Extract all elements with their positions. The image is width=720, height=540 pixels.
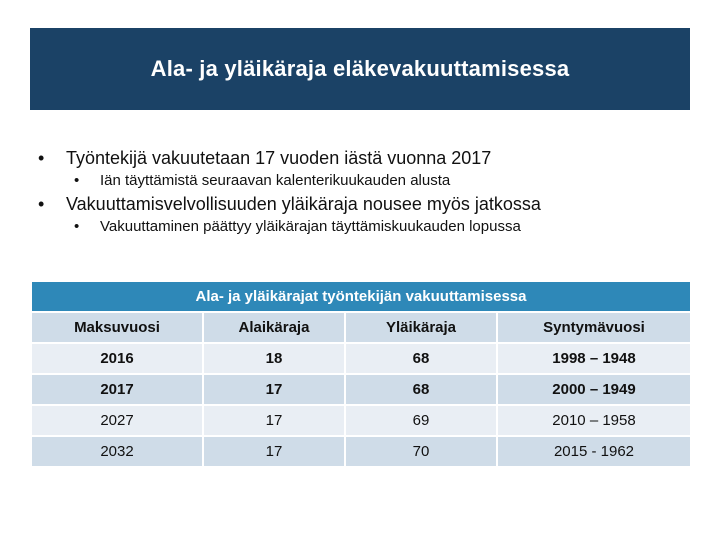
bullet-dot-icon: • bbox=[38, 148, 45, 168]
table-cell: 2017 bbox=[31, 374, 203, 405]
table-cell: 2010 – 1958 bbox=[497, 405, 691, 436]
bullet-item bbox=[30, 192, 710, 216]
table-cell: 69 bbox=[345, 405, 497, 436]
table-row bbox=[31, 343, 691, 374]
table-row bbox=[31, 405, 691, 436]
sub-bullet-dot-icon: • bbox=[74, 218, 80, 235]
bullet-dot-icon: • bbox=[38, 194, 45, 214]
sub-bullet-dot-icon: • bbox=[74, 172, 80, 189]
table-cell: 2015 - 1962 bbox=[497, 436, 691, 467]
table-cell: 68 bbox=[345, 343, 497, 374]
title-band bbox=[30, 28, 690, 110]
table-cell: 2032 bbox=[31, 436, 203, 467]
table-row bbox=[31, 374, 691, 405]
sub-bullet-item bbox=[30, 216, 710, 238]
column-header: Maksuvuosi bbox=[31, 312, 203, 343]
column-header: Syntymävuosi bbox=[497, 312, 691, 343]
table-cell: 1998 – 1948 bbox=[497, 343, 691, 374]
table-cell: 68 bbox=[345, 374, 497, 405]
sub-bullet-item bbox=[30, 170, 710, 192]
table-caption: Ala- ja yläikärajat työntekijän vakuuttamisessa bbox=[31, 281, 691, 312]
table-cell: 2016 bbox=[31, 343, 203, 374]
table-cell: 70 bbox=[345, 436, 497, 467]
table-cell: 2000 – 1949 bbox=[497, 374, 691, 405]
age-limits-table bbox=[30, 280, 692, 468]
bullet-text: Vakuuttamisvelvollisuuden yläikäraja nousee myös jatkossa bbox=[66, 194, 541, 214]
bullet-list bbox=[30, 146, 710, 238]
table-cell: 2027 bbox=[31, 405, 203, 436]
table-cell: 17 bbox=[203, 436, 345, 467]
bullet-text: Työntekijä vakuutetaan 17 vuoden iästä vuonna 2017 bbox=[66, 148, 492, 168]
table-row bbox=[31, 436, 691, 467]
column-header: Yläikäraja bbox=[345, 312, 497, 343]
table-caption-row bbox=[31, 281, 691, 312]
sub-bullet-text: Vakuuttaminen päättyy yläikärajan täyttämiskuukauden lopussa bbox=[100, 218, 521, 235]
slide-title: Ala- ja yläikäraja eläkevakuuttamisessa bbox=[150, 56, 570, 81]
sub-bullet-text: Iän täyttämistä seuraavan kalenterikuukauden alusta bbox=[100, 172, 451, 189]
table-cell: 17 bbox=[203, 405, 345, 436]
table-header-row bbox=[31, 312, 691, 343]
bullet-item bbox=[30, 146, 710, 170]
column-header: Alaikäraja bbox=[203, 312, 345, 343]
table-cell: 18 bbox=[203, 343, 345, 374]
table-cell: 17 bbox=[203, 374, 345, 405]
